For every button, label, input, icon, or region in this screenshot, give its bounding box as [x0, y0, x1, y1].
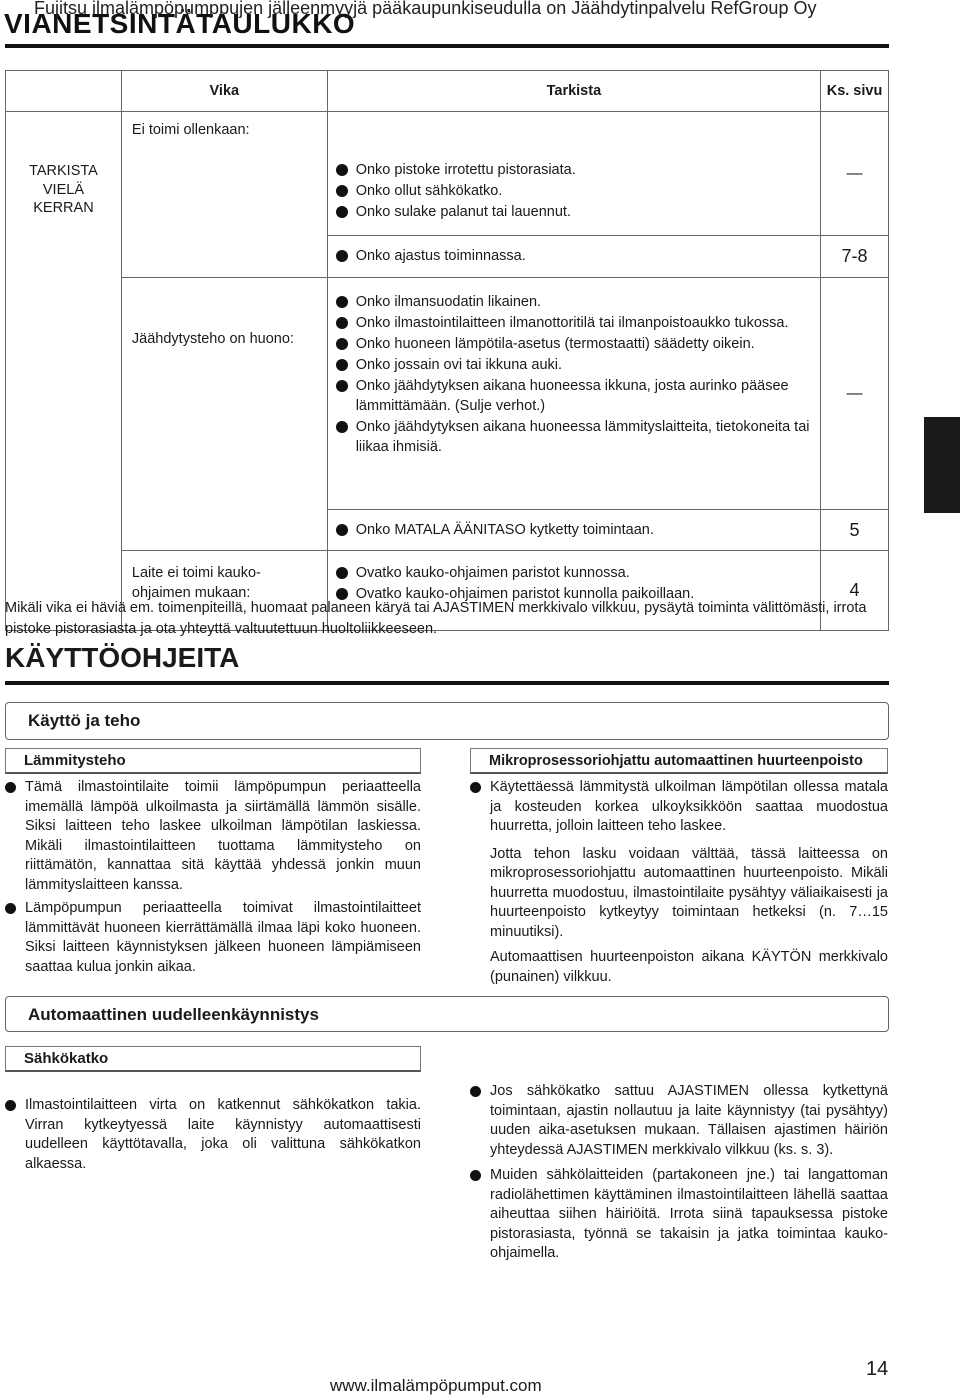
check-cell [327, 278, 820, 510]
list-item: Ovatko kauko-ohjaimen paristot kunnolla paikoillaan. [328, 584, 820, 604]
header-page: Ks. sivu [821, 71, 889, 112]
sahkokatko-right-column [470, 1082, 888, 1266]
section-tab-marker [924, 417, 960, 513]
restart-heading-box: Automaattinen uudelleenkäynnistys [5, 996, 889, 1032]
list-item: Onko ilmansuodatin likainen. [328, 292, 810, 312]
list-item: Onko jäähdytyksen aikana huoneessa ikkuna, josta aurinko pääsee lämmittämään. (Sulje verhot.) [328, 376, 810, 416]
header-blank [6, 71, 122, 112]
list-item: Ilmastointilaitteen virta on katkennut sähkökatkon takia. Virran kytkeytyessä laite käynnistyy automaattisesti uudelleen käyttötavalla, joka oli valittuna sähkökatkon alkaessa. [5, 1096, 421, 1174]
table-row [6, 236, 889, 278]
table-header-row [6, 71, 889, 112]
check-cell [327, 510, 820, 551]
fault-cell [121, 236, 327, 278]
list-item: Onko ollut sähkökatko. [328, 181, 820, 201]
page-number: 14 [866, 1358, 889, 1380]
fault-cell: Ei toimi ollenkaan: [121, 112, 327, 236]
page-title: VIANETSINTÄTAULUKKO [4, 8, 356, 39]
warning-note: Mikäli vika ei häviä em. toimenpiteillä, huomaat palaneen käryä tai AJASTIMEN merkkivalo vilkkuu, pysäytä toiminta välittömästi, irrota pistoke pistorasiasta ja ota yhteyttä valtuutettuun huoltoliikkeeseen. [5, 600, 867, 637]
page-cell: 4 [821, 551, 889, 631]
huurteenpoisto-heading: Mikroprosessoriohjattu automaattinen huurteenpoisto [470, 748, 888, 774]
watermark-title: Fujitsu ilmalämpöpumppujen jälleenmyyjä pääkaupunkiseudulla on Jäähdytinpalvelu RefGroup Oy [34, 0, 817, 18]
table-row [6, 112, 889, 236]
page-cell: — [821, 278, 889, 510]
list-item: Ovatko kauko-ohjaimen paristot kunnossa. [328, 563, 820, 583]
list-item: Onko jäähdytyksen aikana huoneessa lämmityslaitteita, tietokoneita tai liikaa ihmisiä. [328, 417, 810, 457]
list-item: Onko sulake palanut tai lauennut. [328, 202, 820, 222]
section-title: KÄYTTÖOHJEITA [5, 642, 240, 673]
fault-cell [121, 510, 327, 551]
paragraph: Jotta tehon lasku voidaan välttää, tässä laitteessa on mikroprosessoriohjattu automaattinen huurteenpoisto. Mikäli huurretta muodostuu, ilmastointilaite pysähtyy väliaikaisesti ja huurteenpoisto kytkeytyy toimintaan hetkeksi (n. 7…15 minuutiksi). [490, 845, 888, 940]
check-cell [327, 112, 820, 236]
table-row [6, 278, 889, 510]
troubleshooting-table [5, 70, 889, 631]
list-item: Lämpöpumpun periaatteella toimivat ilmastointilaitteet lämmittävät huoneen kierrättämällä ilmaa läpi koko huoneen. Siksi laitteen käynnistyksen jälkeen huoneen lämpiämiseen saattaa kulua jonkin aikaa. [5, 899, 421, 977]
list-item: Muiden sähkölaitteiden (partakoneen jne.) tai langattoman radiolähettimen käyttäminen ilmastointilaitteen lähellä saattaa aiheuttaa siihen häiriöitä. Irrota siinä tapauksessa pistoke pistorasiasta, työnnä se takaisin ja jatka toimintaa kauko-ohjaimella. [470, 1166, 888, 1264]
list-item: Onko pistoke irrotettu pistorasiata. [328, 160, 820, 180]
page-cell: — [821, 112, 889, 236]
lammitysteho-column [5, 778, 421, 979]
list-item: Onko MATALA ÄÄNITASO kytketty toimintaan. [328, 520, 820, 540]
kaytto-heading-box: Käyttö ja teho [5, 702, 889, 740]
list-item: Onko ilmastointilaitteen ilmanottoritilä tai ilmanpoistoaukko tukossa. [328, 313, 810, 333]
paragraph: Automaattisen huurteenpoiston aikana KÄYTÖN merkkivalo (punainen) vilkkuu. [490, 949, 888, 985]
list-item: Onko jossain ovi tai ikkuna auki. [328, 355, 810, 375]
title-rule [5, 44, 889, 48]
page-cell: 7-8 [821, 236, 889, 278]
check-cell [327, 236, 820, 278]
page-cell: 5 [821, 510, 889, 551]
side-label: TARKISTA VIELÄ KERRAN [6, 112, 122, 631]
list-item: Tämä ilmastointilaite toimii lämpöpumpun periaatteella imemällä lämpöä ulkoilmasta ja siirtämällä lämmön sisälle. Siksi laitteen teho laskee ulkoilman lämpötilan laskiessa. Mikäli ilmastointilaitteen tuottama lämmitysteho on riittämätön, kannattaa sitä käyttää yhdessä jonkin muun lämmityslaitteen kanssa. [5, 778, 421, 895]
fault-cell: Jäähdytysteho on huono: [121, 278, 327, 510]
lammitysteho-heading: Lämmitysteho [5, 748, 421, 774]
fault-cell: Laite ei toimi kauko-ohjaimen mukaan: [121, 551, 327, 631]
sahkokatko-left-column [5, 1096, 421, 1176]
list-item: Onko ajastus toiminnassa. [328, 246, 820, 266]
list-item: Onko huoneen lämpötila-asetus (termostaatti) säädetty oikein. [328, 334, 810, 354]
header-fault: Vika [121, 71, 327, 112]
section-rule [5, 681, 889, 685]
huurteenpoisto-column [470, 778, 888, 987]
sahkokatko-heading: Sähkökatko [5, 1046, 421, 1072]
list-item: Käytettäessä lämmitystä ulkoilman lämpötilan ollessa matala ja kosteuden korkea ulkoyksikköön saattaa muodostua huurretta, jolloin laitteen teho laskee. [470, 778, 888, 837]
table-row [6, 510, 889, 551]
header-check: Tarkista [327, 71, 820, 112]
footer-url: www.ilmalämpöpumput.com [330, 1376, 542, 1395]
list-item: Jos sähkökatko sattuu AJASTIMEN ollessa kytkettynä toimintaan, ajastin nollautuu ja laite käynnistyy (tai pysähtyy) uuden aika-asetuksen mukaan. Tällaisen ajastimen häiriön yhteydessä AJASTIMEN merkkivalo vilkkuu (ks. s. 3). [470, 1082, 888, 1160]
